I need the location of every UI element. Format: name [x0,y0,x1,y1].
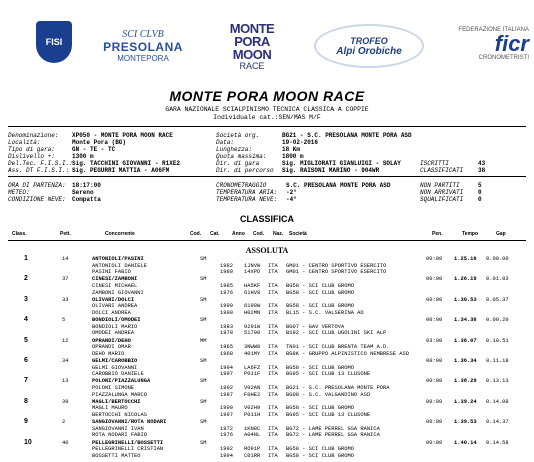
result-penalty: 00:00 [426,276,443,283]
info-label: Dislivello +: [8,153,55,160]
info-label: Dir. di percorso [216,167,274,174]
member-nation: ITA [268,384,278,391]
info-row [420,182,530,189]
member-nation: ITA [268,344,278,351]
sciclub-logo-line3: MONTEPORA [117,54,169,63]
ficr-logo-line1: FEDERAZIONE ITALIANA [458,27,529,33]
result-time: 1.36.07 [454,337,477,344]
result-time: 1.38.29 [454,378,477,385]
member-nation: ITA [268,323,278,330]
result-bib: 34 [62,358,69,364]
result-gap: 0.14.58 [486,439,509,446]
ficr-logo-line2: ficr [494,31,529,56]
info-label: CRONOMETRAGGIO [216,182,267,189]
result-team: POLONI/PIAZZALUNGA [92,378,151,385]
member-name: DOLCI ANDREA [92,309,131,316]
member-code: H02MN [244,309,261,316]
result-time: 1.39.24 [454,398,477,405]
member-name: OLIVARI ANDREA [92,303,138,310]
member-year: 1985 [220,282,233,289]
result-penalty: 00:00 [426,439,443,446]
monte-logo-line3: MOON [232,46,272,62]
member-club: BL15 - S.C. VALSERINA AD [286,309,364,316]
member-year: 1990 [220,309,233,316]
member-code: RO91P [244,446,261,453]
member-year: 1965 [220,344,233,351]
member-code: V02AN [244,384,261,391]
member-club: BG72 - LAME PERREL GSA RANICA [286,432,380,439]
info-row [420,189,530,196]
info-label: Data: [216,139,235,146]
result-category: SM [200,256,207,262]
member-club: BG95 - SCI CLUB 13 CLUSONE [286,371,371,378]
result-bib: 13 [62,378,69,385]
info-value: -2° [286,189,297,196]
member-code: 1KN8C [244,425,261,432]
table-row [0,256,534,276]
info-value: Sig. RAISONI MARINO - 904WR [282,167,380,174]
result-category: SM [200,296,207,303]
member-code: P011H [244,411,261,418]
member-nation: ITA [268,282,278,289]
member-code: A04NL [244,432,261,439]
info-label: TEMPERATURA NEVE: [216,196,278,203]
monte-logo-line1: MONTE [229,20,275,36]
info-value: 1300 m [72,153,94,160]
member-year: 1992 [220,446,233,453]
divider [8,126,526,127]
info-value: 5 [478,182,482,189]
member-name: BERTOCCHI NICOLAS [92,411,147,418]
info-label: Società org. [216,132,260,139]
info-row [216,167,416,174]
race-subtitle: GARA NAZIONALE SCIALPINISMO TECNICA CLASSICA A COPPIE [165,106,369,113]
info-row [216,146,416,153]
result-penalty: 00:00 [426,398,443,405]
info-left-block [8,132,208,174]
trofeo-logo-line1: TROFEO [350,35,388,46]
divider [8,240,526,241]
monte-logo-line2: PORA [234,33,270,49]
result-time: 1.40.14 [454,439,477,446]
member-year: 1990 [220,303,233,310]
member-nation: ITA [268,446,278,453]
col-concorrente: Concorrente [105,231,135,237]
member-nation: ITA [268,262,278,269]
member-name: OMODEI ANDREA [92,330,135,337]
member-nation: ITA [268,330,278,337]
info-label: Denominazione: [8,132,59,139]
col-cat: Cat. [210,231,220,237]
member-club: BS92 - SCI CLUB UGOLINI SKI ALP [286,330,387,337]
member-name: ANTONIOLI DANIELE [92,262,147,269]
info-value: 0 [478,189,482,196]
member-code: P011F [244,371,261,378]
result-gap: 0.14.08 [486,398,509,405]
info-row [8,182,208,189]
member-name: OPRANDI OMAR [92,344,131,351]
monte-logo-line4: RACE [239,60,265,71]
info-value: Monte Pora (BG) [72,139,127,146]
result-category: SM [200,358,207,364]
info-value: 18 Km [282,146,301,153]
result-penalty: 00:00 [426,296,443,303]
result-time: 1.30.53 [454,296,477,303]
info-row [216,160,416,167]
member-year: 1994 [220,364,233,371]
result-time: 1.36.34 [454,358,477,364]
col-pett: Pett. [60,231,71,237]
info-label: METEO: [8,189,30,196]
fisi-logo [34,20,74,64]
result-team: PELLEGRINELLI/BOSSETTI [92,439,164,446]
member-code: 1JNVW [244,262,261,269]
result-team: MAGLI/BERTOCCHI [92,398,141,405]
result-penalty: 00:00 [426,358,443,364]
info-value: Sereno [72,189,94,196]
result-gap: 0.05.37 [486,296,509,303]
member-code: LA6FZ [244,364,261,371]
sciclub-logo [98,18,188,74]
result-bib: 14 [62,256,69,262]
result-category: SM [200,439,207,446]
info-row [216,153,416,160]
sciclub-logo-line2: PRESOLANA [103,40,183,54]
member-nation: ITA [268,303,278,310]
table-row [0,297,534,317]
page-title: MONTE PORA MOON RACE [169,88,365,104]
member-name: PASINI FABIO [92,269,131,276]
info-value: S.C. PRESOLANA MONTE PORA ASD [286,182,391,189]
result-gap: 0.01.03 [486,276,509,283]
member-year: 1982 [220,262,233,269]
info-value: XP050 - MONTE PORA MOON RACE [72,132,173,139]
info-value: 1800 m [282,153,304,160]
member-year: 1987 [220,391,233,398]
info-label: CLASSIFICATI [420,167,464,174]
result-penalty: 03:00 [426,337,443,344]
member-nation: ITA [268,364,278,371]
info-label: Tipo di gara: [8,146,55,153]
info-value: 19-02-2016 [282,139,319,146]
result-position: 4 [24,316,28,324]
table-row [0,378,534,398]
result-gap: 0.10.51 [486,337,509,344]
info-label: ISCRITTI [420,160,449,167]
info-row [8,167,208,174]
member-club: BG58 - SCI CLUB GROMO [286,303,354,310]
member-name: PELLEGRINELLI CRISTIAN [92,446,164,453]
info-value: Sig. PEGURRI MATTIA - A06FM [72,167,170,174]
result-bib: 33 [62,296,69,303]
info-label: NON PARTITI [420,182,460,189]
member-name: DEHO MARIO [92,350,125,357]
result-bib: 39 [62,398,69,405]
ficr-logo-line3: CRONOMETRISTI [478,55,529,61]
info-row [420,196,530,203]
member-club: BG58 - SCI CLUB GROMO [286,405,354,412]
member-year: 1978 [220,330,233,337]
col-tempo: Tempo [462,231,479,237]
member-nation: ITA [268,432,278,439]
result-time: 1.26.19 [454,276,477,283]
info-row [216,132,416,139]
member-club: BG58 - SCI CLUB GROMO [286,282,354,289]
result-gap: 0.09.20 [486,317,509,324]
info-label: Quota massima: [216,153,267,160]
table-row [0,276,534,296]
info-value: Sig. TACCHINI GIOVANNI - R1XE2 [72,160,181,167]
table-row [0,317,534,337]
fisi-shield-icon [36,21,72,63]
member-nation: ITA [268,289,278,296]
member-nation: ITA [268,371,278,378]
result-team: OLIVARI/DOLCI [92,296,135,303]
classifica-heading: CLASSIFICA [240,214,294,224]
table-row [0,419,534,439]
category-subtitle: Individuale cat.:SEN/MAS M/F [213,114,321,121]
result-penalty: 00:00 [426,256,443,262]
result-team: BONDIOLI/OMODEI [92,317,141,324]
info-value: Compatta [72,196,101,203]
info-label: Lunghezza: [216,146,253,153]
info-row [216,182,416,189]
table-row [0,399,534,419]
member-club: BG58 - SCI CLUB GROMO [286,364,354,371]
conditions-left-block [8,182,208,203]
col-naz: Naz. [273,231,284,237]
result-team: ANTONIOLI/PASINI [92,256,144,262]
col-gap: Gap [496,231,506,237]
assoluta-heading: ASSOLUTA [245,246,289,255]
member-name: MAGLI MAURO [92,405,128,412]
info-row [420,167,530,174]
table-row [0,440,534,460]
result-penalty: 00:00 [426,317,443,324]
member-year: 1997 [220,411,233,418]
col-class: Class. [12,231,27,237]
member-nation: ITA [268,269,278,276]
member-club: BG8K - GRUPPO ALPINISTICO NEMBRESE ASD [286,350,409,357]
info-value: 43 [478,160,486,167]
info-row [8,196,208,203]
member-club: BG07 - GAV VERTOVA [286,323,345,330]
result-category: SM [200,276,207,283]
member-name: CINESI MICHAEL [92,282,138,289]
member-club: GM01 - CENTRO SPORTIVO ESERCITO [286,262,387,269]
info-row [420,160,530,167]
member-year: 1983 [220,323,233,330]
col-cod: Cod. [190,231,202,237]
member-nation: ITA [268,309,278,316]
result-position: 2 [24,275,28,283]
result-position: 5 [24,336,28,344]
info-value: 0 [478,196,482,203]
member-code: C01RR [244,452,261,459]
logo-bar [0,0,534,78]
result-category: MM [200,337,207,344]
member-name: GELMI GIOVANNI [92,364,138,371]
col-cod2: Cod. [253,231,265,237]
member-code: 14XPD [244,269,261,276]
member-year: 1968 [220,350,233,357]
member-year: 1994 [220,452,233,459]
result-category: SM [200,419,207,426]
fisi-logo-text: FISI [45,37,63,47]
result-bib: 40 [62,439,69,446]
info-label: ORA DI PARTENZA: [8,182,66,189]
member-code: 61HV8 [244,289,261,296]
info-label: CONDIZIONE NEVE: [8,196,66,203]
member-nation: ITA [268,391,278,398]
member-nation: ITA [268,425,278,432]
member-nation: ITA [268,411,278,418]
result-team: SANGIOVANNI/ROTA NODARI [92,419,167,426]
member-name: ROTA NODARI FABIO [92,432,147,439]
result-gap: 0.11.18 [486,358,509,364]
result-category: SM [200,398,207,405]
info-row [8,146,208,153]
member-year: 1990 [220,405,233,412]
info-row [216,189,416,196]
member-code: F0HE2 [244,391,261,398]
member-year: 1976 [220,289,233,296]
info-value: GN - TE - TC [72,146,116,153]
member-name: ZAMBONI GIOVANNI [92,289,144,296]
info-row [8,139,208,146]
result-position: 10 [24,438,32,446]
result-team: CINESI/ZAMBONI [92,276,138,283]
info-value: 38 [478,167,486,174]
member-club: TN01 - SCI CLUB BRENTA TEAM A.D. [286,344,390,351]
member-code: 9291W [244,323,261,330]
member-club: BG58 - SCI CLUB GROMO [286,446,354,453]
result-category: SM [200,317,207,324]
member-code: HA5KF [244,282,261,289]
table-row [0,358,534,378]
result-gap: 0.14.37 [486,419,509,426]
info-label: Del.Tec. F.I.S.I.: [8,160,73,167]
conditions-mid-block [216,182,416,203]
monte-pora-logo [222,18,282,74]
result-time: 1.39.53 [454,419,477,426]
result-penalty: 00:00 [426,419,443,426]
info-row [8,160,208,167]
result-position: 1 [24,255,28,262]
info-label: Dir. di gara [216,160,260,167]
info-value: 18:17:00 [72,182,101,189]
member-code: 401MY [244,350,261,357]
col-pen: Pen. [432,231,443,237]
member-club: BG58 - SCI CLUB GROMO [286,289,354,296]
info-value: Sig. MIGLIORATI GIANLUIGI - SOLAY [282,160,401,167]
result-bib: 5 [62,317,66,324]
info-mid-block [216,132,416,174]
member-year: 1992 [220,384,233,391]
info-label: Ass. DT F.I.S.I.: [8,167,70,174]
result-team: GELMI/CAROBBIO [92,358,138,364]
member-year: 1980 [220,269,233,276]
result-position: 7 [24,377,28,385]
table-row [0,338,534,358]
member-year: 1976 [220,432,233,439]
member-code: 51700 [244,330,261,337]
member-year: 1972 [220,425,233,432]
trofeo-logo-line2: Alpi Orobiche [336,45,402,57]
result-category: SM [200,378,207,385]
info-row [216,196,416,203]
result-time: 1.34.36 [454,317,477,324]
info-label: Località: [8,139,41,146]
ficr-logo [447,22,529,66]
col-societa: Società [289,231,307,237]
sciclub-logo-line1: SCI CLVB [122,29,164,40]
result-penalty: 00:00 [426,378,443,385]
trofeo-logo [314,24,424,68]
info-label: SQUALIFICATI [420,196,464,203]
info-row [8,189,208,196]
member-club: BG08 - S.C. VALGANDINO ASD [286,391,371,398]
info-row [216,139,416,146]
member-nation: ITA [268,452,278,459]
member-name: CAROBBIO DANIELE [92,371,144,378]
member-name: SANGIOVANNI IVAN [92,425,144,432]
info-label: NON ARRIVATI [420,189,464,196]
result-gap: 0.00.00 [486,256,509,262]
member-code: V02H9 [244,405,261,412]
member-year: 1997 [220,371,233,378]
member-name: POLONI SIMONE [92,384,135,391]
col-anno: Anno [232,231,245,237]
info-row [8,132,208,139]
info-row [8,153,208,160]
result-position: 6 [24,357,28,364]
table-header [0,231,534,239]
member-club: BG21 - S.C. PRESOLANA MONTE PORA [286,384,390,391]
member-club: GM01 - CENTRO SPORTIVO ESERCITO [286,269,387,276]
member-name: BOSSETTI MATTEO [92,452,141,459]
result-bib: 37 [62,276,69,283]
divider [8,176,526,177]
member-nation: ITA [268,405,278,412]
info-label: TEMPERATURA ARIA: [216,189,278,196]
member-club: BG95 - SCI CLUB 13 CLUSONE [286,411,371,418]
result-position: 3 [24,295,28,303]
member-club: BG72 - LAME PERREL GSA RANICA [286,425,380,432]
result-bib: 2 [62,419,66,426]
info-right-block [420,160,530,174]
info-value: -4° [286,196,297,203]
member-name: PIAZZALUNGA MARCO [92,391,147,398]
result-team: OPRANDI/DEHO [92,337,131,344]
member-club: BG58 - SCI CLUB GROMO [286,452,354,459]
member-name: BONDIOLI MARIO [92,323,138,330]
result-position: 9 [24,418,28,426]
result-bib: 12 [62,337,69,344]
result-time: 1.25.16 [454,256,477,262]
info-value: BG21 - S.C. PRESOLANA MONTE PORA ASD [282,132,412,139]
conditions-right-block [420,182,530,203]
member-code: 3NWW8 [244,344,261,351]
result-position: 8 [24,397,28,405]
member-code: 6198W [244,303,261,310]
member-nation: ITA [268,350,278,357]
result-gap: 0.13.13 [486,378,509,385]
